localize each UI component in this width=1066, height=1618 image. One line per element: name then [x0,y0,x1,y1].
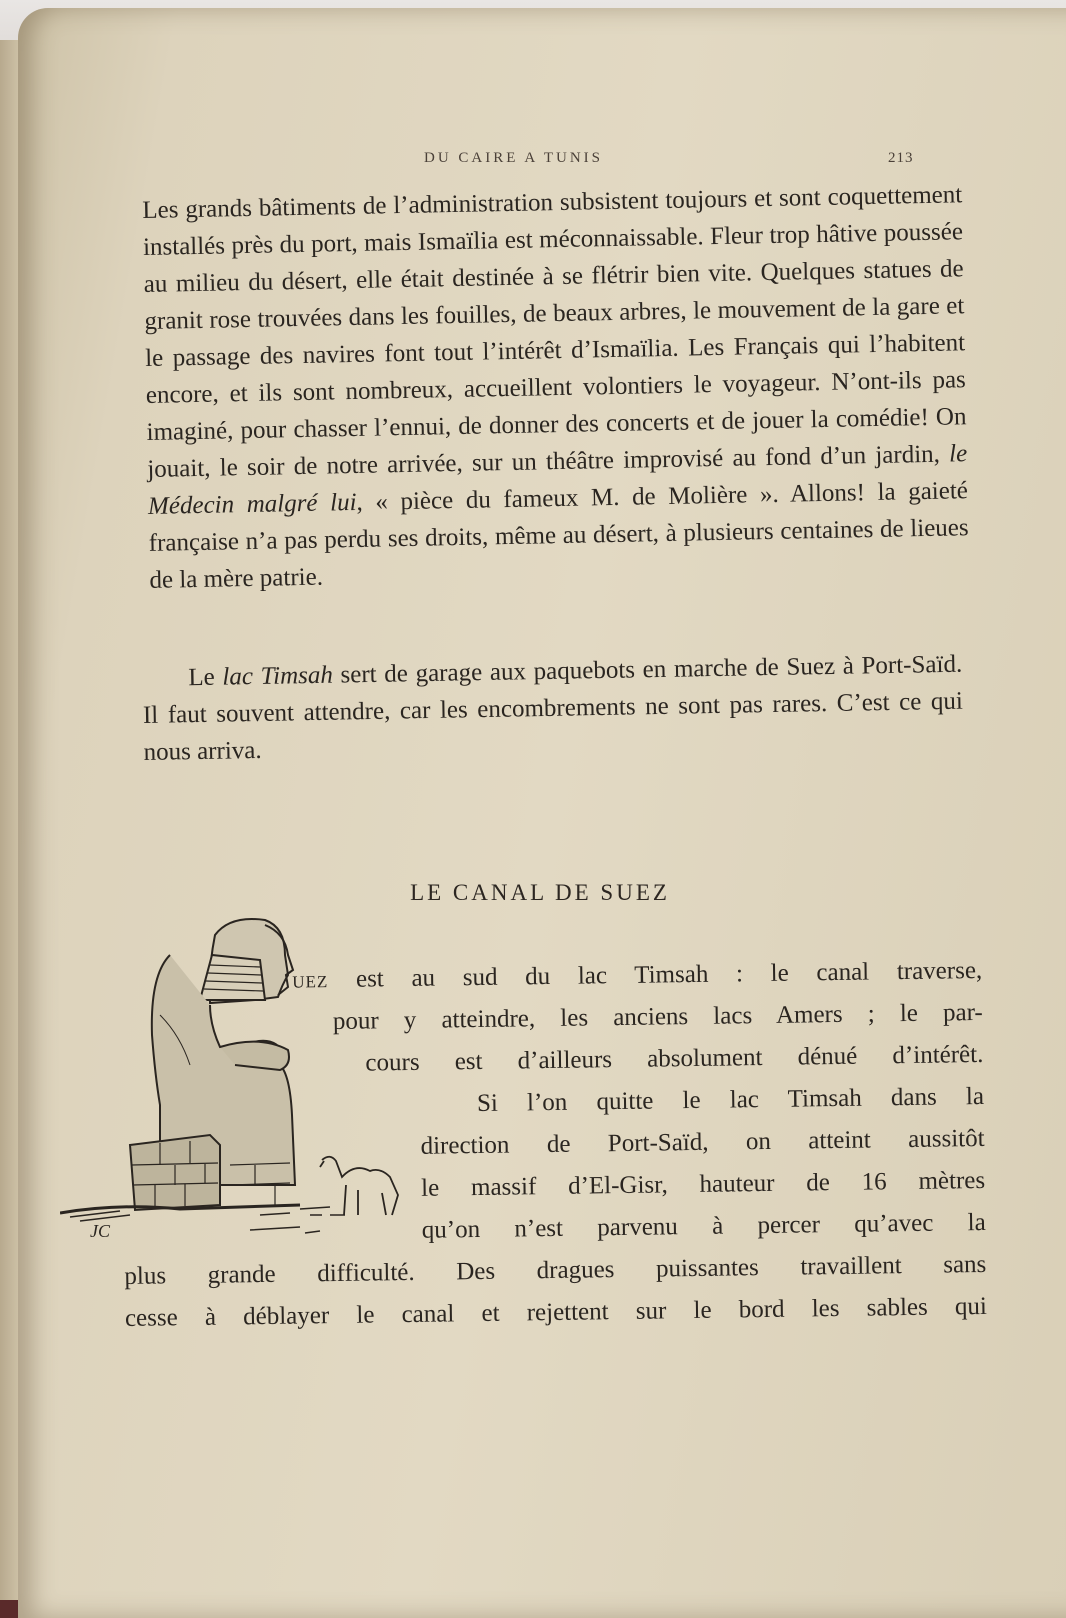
text-line: direction de Port-Saïd, on atteint aussitôt [420,1124,985,1160]
dropcap-rest: UEZ [292,972,329,992]
paragraph-start: Le [188,663,223,692]
text-line: pour y atteindre, les anciens lacs Amers ; le par- [332,998,983,1036]
section-title: LE CANAL DE SUEZ [410,880,670,905]
text-line: Si l’on quitte le lac Timsah dans la [476,1082,985,1118]
illustrator-signature: JC [90,1221,110,1241]
paragraph-end: sert de garage aux paquebots en marche de Suez à Port-Saïd. Il faut souvent attendre, car les encombrements ne sont pas rares. C’est ce qui nous arriva. [142,650,964,766]
italic-lac-timsah: lac Timsah [222,661,334,691]
text-line: plus grande difficulté. Des dragues puissantes travaillent sans [124,1250,987,1290]
text-line: cours est d’ailleurs absolument dénué d’intérêt. [365,1040,984,1077]
paragraph-text-end: , « pièce du fameux M. de Molière ». Allons! la gaieté française n’a pas perdu ses droits, même au désert, à plusieurs centaines de lieues de la mère patrie. [148,477,969,594]
paragraph-text: Les grands bâtiments de l’administration subsistent toujours et sont coquettement installés près du port, mais Ismaïlia est méconnaissable. Fleur trop hâtive poussée au milieu du désert, elle était destinée à se flétrir bien vite. Quelques statues de granit rose trouvées dans les fouilles, de beaux arbres, le mouvement de la gare et le passage des navires font tout l’intérêt d’Ismaïlia. Les Français qui l’habitent encore, et ils sont nombreux, accueillent volontiers le voyageur. N’ont-ils pas imaginé, pour chasser l’ennui, de donner des concerts et de jouer la comédie! On jouait, le soir de notre arrivée, sur un théâtre improvisé au fond d’un jardin, [142,181,967,483]
text-line: cesse à déblayer le canal et rejettent sur le bord les sables qui [124,1292,988,1332]
text-line: qu’on n’est parvenu à percer qu’avec la [421,1208,986,1244]
paragraph-ismailia [142,176,970,599]
text-line: le massif d’El-Gisr, hauteur de 16 mètres [421,1166,986,1202]
running-head-title: DU CAIRE A TUNIS [424,150,603,166]
page-number: 213 [888,150,914,166]
italic-play-title: le Médecin malgré lui [147,440,968,520]
paragraph-canal [120,950,986,1362]
line-text: est au sud du lac Timsah : le canal traverse, [328,956,983,994]
running-head [0,150,1066,172]
paragraph-lac-timsah [142,646,964,771]
